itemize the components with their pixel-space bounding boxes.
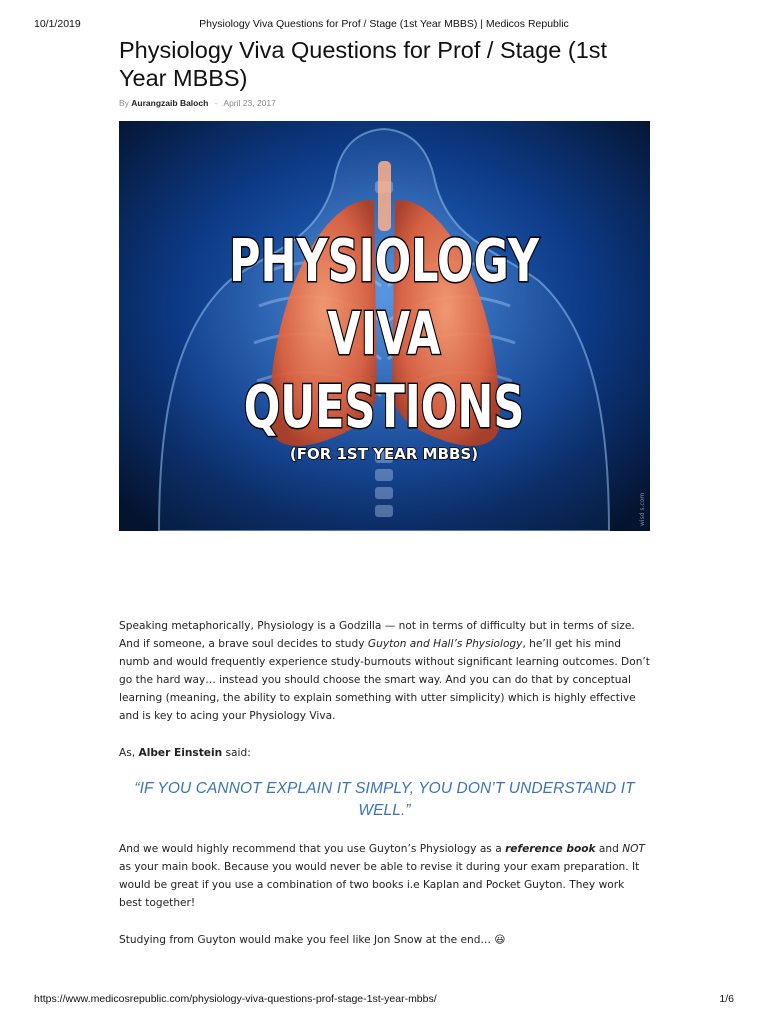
hero-watermark: wisd s.com (639, 492, 646, 526)
hero-line-2: VIVA (327, 300, 441, 369)
hero-illustration (119, 121, 650, 531)
print-url: https://www.medicosrepublic.com/physiology-viva-questions-prof-stage-1st-year-mbbs/ (34, 993, 437, 1005)
quote-intro-suffix: said: (222, 747, 251, 759)
publish-date: April 23, 2017 (223, 98, 276, 108)
author-link[interactable]: Aurangzaib Baloch (131, 98, 209, 108)
intro-text-2: , he’ll get his mind numb and would frequently experience study-burnouts without significant learning outcomes. Don’t go the hard way… instead you should choose the smart way. And you can do that by conceptual learning (meaning, the ability to explain something with utter simplicity) which is highly effective and is key to acing your Physiology Viva. (119, 638, 650, 722)
reference-book-emphasis: reference book (505, 843, 596, 855)
meta-separator: - (214, 98, 218, 108)
article-body (119, 617, 650, 949)
print-date: 10/1/2019 (34, 18, 81, 30)
hero-line-3: QUESTIONS (243, 373, 525, 442)
pull-quote: “IF YOU CANNOT EXPLAIN IT SIMPLY, YOU DON’T UNDERSTAND IT WELL.” (134, 780, 635, 819)
intro-text-1: Speaking metaphorically, Physiology is a Godzilla — not in terms of difficulty but in terms of size. And if someone, a brave soul decides to study (119, 620, 635, 650)
paragraph-jon-snow: Studying from Guyton would make you feel like Jon Snow at the end… 😃 (119, 934, 506, 946)
book-title-guyton: Guyton and Hall’s Physiology (367, 638, 523, 650)
print-header (34, 18, 734, 32)
paragraph-intro (119, 617, 650, 725)
recommend-text-3: as your main book. Because you would never be able to revise it during your exam preparation. It would be great if you use a combination of two books i.e Kaplan and Pocket Guyton. They work best together! (119, 861, 640, 909)
hero-subtitle: (FOR 1ST YEAR MBBS) (289, 445, 479, 463)
recommend-text-1: And we would highly recommend that you use Guyton’s Physiology as a (119, 843, 506, 855)
einstein-name: Alber Einstein (138, 747, 223, 759)
article-meta (119, 97, 650, 109)
paragraph-quote-intro (119, 744, 650, 762)
hero-line-1: PHYSIOLOGY (229, 227, 539, 296)
article-title: Physiology Viva Questions for Prof / Stage (1st Year MBBS) (119, 37, 608, 91)
by-label: By (119, 98, 129, 108)
hero-image (119, 121, 650, 531)
print-page-number: 1/6 (719, 993, 734, 1005)
print-page-title: Physiology Viva Questions for Prof / Stage (1st Year MBBS) | Medicos Republic (199, 18, 569, 30)
not-emphasis: NOT (622, 843, 645, 855)
trachea (378, 161, 391, 231)
paragraph-recommendation (119, 840, 650, 912)
quote-intro-prefix: As, (119, 747, 139, 759)
article-header (119, 36, 650, 109)
recommend-text-2: and (595, 843, 623, 855)
